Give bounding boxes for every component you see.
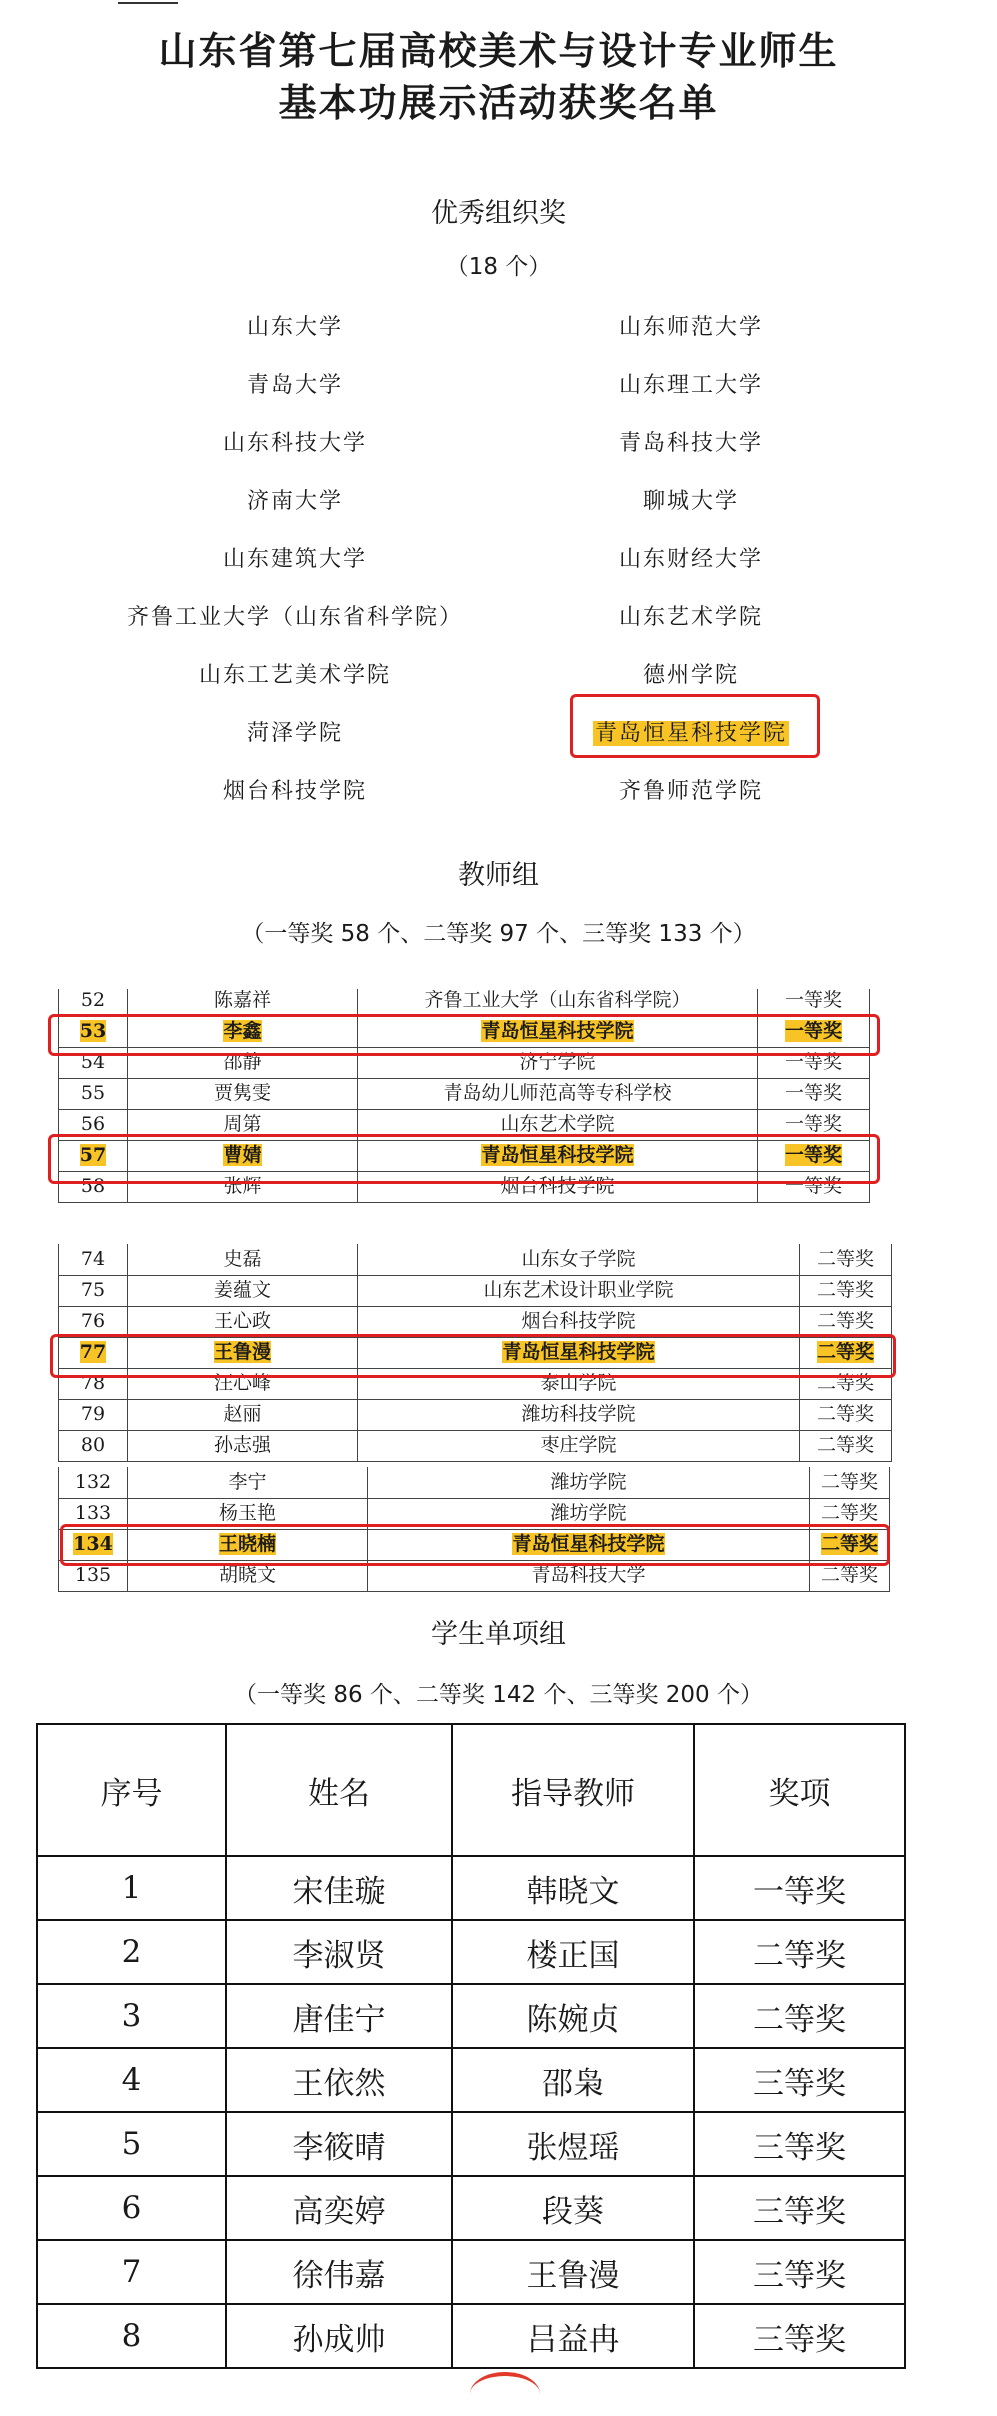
table-cell: 徐伟嘉 [226,2240,452,2304]
table-cell [128,989,358,1016]
cell-text: 一等奖 [784,1144,842,1166]
cell-text: 邵静 [223,1051,262,1073]
table-cell: 二等奖 [694,1920,905,1984]
table-row [37,1856,905,1920]
table-row [58,1467,890,1499]
table-cell [800,1275,892,1306]
org-award-item: 德州学院 [642,663,739,688]
cell-text: 王晓楠 [218,1533,276,1555]
table-row [37,2048,905,2112]
table-cell [358,1078,758,1109]
cell-text: 一等奖 [784,1082,842,1104]
table-row [37,2112,905,2176]
highlight-box [60,1524,890,1566]
header-cell: 姓名 [226,1724,452,1856]
org-award-item: 济南大学 [246,489,343,514]
table-row [58,1078,870,1110]
cell-text: 张辉 [223,1175,262,1197]
table-cell [800,1430,892,1461]
cell-text: 134 [73,1533,113,1555]
table-cell [358,1306,800,1337]
table-cell [58,1399,128,1430]
org-award-item: 山东科技大学 [222,431,367,456]
cell-text: 二等奖 [820,1564,878,1586]
header-cell: 奖项 [694,1724,905,1856]
cell-text: 79 [80,1403,106,1425]
cell-text: 一等奖 [784,1113,842,1135]
table-cell: 5 [37,2112,226,2176]
table-cell [58,1306,128,1337]
cell-text: 山东女子学院 [521,1248,636,1270]
org-award-item: 山东艺术学院 [618,605,763,630]
cell-text: 二等奖 [816,1403,874,1425]
cell-text: 一等奖 [784,1175,842,1197]
highlight-box [48,1134,880,1184]
table-cell [128,1399,358,1430]
table-cell: 三等奖 [694,2112,905,2176]
cell-text: 青岛恒星科技学院 [481,1020,634,1042]
cell-text: 青岛幼儿师范高等专科学校 [443,1082,672,1104]
cell-text: 青岛恒星科技学院 [512,1533,665,1555]
table-cell [128,1467,368,1498]
table-cell: 唐佳宁 [226,1984,452,2048]
cell-text: 王鲁漫 [213,1341,271,1363]
cell-text: 齐鲁工业大学（山东省科学院） [424,989,691,1011]
table-cell [128,1275,358,1306]
cell-text: 济宁学院 [519,1051,596,1073]
table-cell: 王鲁漫 [452,2240,694,2304]
cell-text: 杨玉艳 [218,1502,276,1524]
table-cell: 一等奖 [694,1856,905,1920]
org-award-item: 山东理工大学 [618,373,763,398]
table-cell: 李淑贤 [226,1920,452,1984]
table-cell [58,1430,128,1461]
cell-text: 二等奖 [816,1248,874,1270]
highlight-box [570,694,820,758]
cell-text: 王心政 [213,1310,271,1332]
cell-text: 青岛恒星科技学院 [481,1144,634,1166]
cell-text: 贾隽雯 [213,1082,271,1104]
cell-text: 青岛恒星科技学院 [502,1341,655,1363]
table-cell: 3 [37,1984,226,2048]
cell-text: 57 [79,1144,107,1166]
cell-text: 李鑫 [223,1020,262,1042]
table-row [58,1244,892,1276]
cell-text: 烟台科技学院 [521,1310,636,1332]
table-cell [358,1244,800,1275]
cell-text: 曹婧 [223,1144,262,1166]
table-row [37,2176,905,2240]
table-cell: 1 [37,1856,226,1920]
header-cell: 序号 [37,1724,226,1856]
cell-text: 潍坊科技学院 [521,1403,636,1425]
highlight-box [48,1014,880,1056]
logo-arc [470,2372,540,2416]
org-award-item: 青岛大学 [246,373,343,398]
cell-text: 一等奖 [784,989,842,1011]
table-row [37,1984,905,2048]
cell-text: 胡晓文 [218,1564,276,1586]
table-cell: 段葵 [452,2176,694,2240]
table-cell: 7 [37,2240,226,2304]
org-award-item: 菏泽学院 [246,721,343,746]
org-award-item: 青岛科技大学 [618,431,763,456]
table-cell: 高奕婷 [226,2176,452,2240]
table-cell [358,1275,800,1306]
cell-text: 李宁 [228,1471,267,1493]
cell-text: 二等奖 [820,1502,878,1524]
table-row [37,2240,905,2304]
cell-text: 二等奖 [820,1533,878,1555]
cell-text: 史磊 [223,1248,262,1270]
table-cell [58,1275,128,1306]
table-row [58,1430,892,1462]
cell-text: 二等奖 [820,1471,878,1493]
table-row [58,989,870,1017]
cell-text: 周第 [223,1113,262,1135]
org-award-item: 山东工艺美术学院 [198,663,391,688]
cell-text: 80 [80,1434,106,1456]
org-award-item: 齐鲁工业大学（山东省科学院） [126,605,463,630]
org-award-item: 烟台科技学院 [222,779,367,804]
cell-text: 135 [74,1564,112,1586]
table-cell: 二等奖 [694,1984,905,2048]
table-cell: 楼正国 [452,1920,694,1984]
cell-text: 枣庄学院 [540,1434,617,1456]
table-cell [800,1399,892,1430]
table-row [37,2304,905,2368]
cell-text: 二等奖 [816,1310,874,1332]
cell-text: 烟台科技学院 [500,1175,615,1197]
cell-text: 58 [80,1175,106,1197]
table-cell: 4 [37,2048,226,2112]
cell-text: 133 [74,1502,112,1524]
table-cell [810,1467,890,1498]
cell-text: 二等奖 [816,1341,874,1363]
org-award-item: 山东大学 [246,315,343,340]
cell-text: 76 [80,1310,106,1332]
table-cell [358,1399,800,1430]
cell-text: 74 [80,1248,106,1270]
table-cell: 2 [37,1920,226,1984]
org-award-item: 山东财经大学 [618,547,763,572]
cell-text: 一等奖 [784,1051,842,1073]
table-cell [758,989,870,1016]
cell-text: 二等奖 [816,1279,874,1301]
cell-text: 潍坊学院 [550,1502,627,1524]
table-cell [800,1306,892,1337]
cell-text: 青岛科技大学 [531,1564,646,1586]
table-cell: 邵枭 [452,2048,694,2112]
page-title-line2: 基本功展示活动获奖名单 [278,80,719,125]
table-cell [58,1467,128,1498]
cell-text: 二等奖 [816,1434,874,1456]
table-cell [800,1244,892,1275]
table-cell: 陈婉贞 [452,1984,694,2048]
org-award-item: 山东建筑大学 [222,547,367,572]
org-award-item: 齐鲁师范学院 [618,779,763,804]
highlight-box [50,1334,896,1378]
table-row [58,1399,892,1431]
table-row [58,1275,892,1307]
cell-text: 54 [80,1051,106,1073]
table-cell [358,1430,800,1461]
cell-text: 陈嘉祥 [213,989,271,1011]
table-cell: 三等奖 [694,2240,905,2304]
attachment-mark [118,0,178,4]
student-group-title: 学生单项组 [431,1619,566,1650]
table-cell [58,1244,128,1275]
table-cell [128,1306,358,1337]
cell-text: 赵丽 [223,1403,262,1425]
table-cell [58,989,128,1016]
org-award-title: 优秀组织奖 [431,198,566,229]
org-award-count: （18 个） [445,254,552,280]
table-row [37,1920,905,1984]
table-cell: 6 [37,2176,226,2240]
cell-text: 132 [74,1471,112,1493]
org-award-item: 聊城大学 [642,489,739,514]
table-cell [128,1078,358,1109]
cell-text: 泰山学院 [540,1372,617,1394]
student-award-table [36,1723,906,2369]
cell-text: 二等奖 [816,1372,874,1394]
cell-text: 山东艺术学院 [500,1113,615,1135]
org-award-item: 山东师范大学 [618,315,763,340]
table-cell: 三等奖 [694,2176,905,2240]
cell-text: 山东艺术设计职业学院 [483,1279,674,1301]
cell-text: 52 [80,989,106,1011]
table-header-row [37,1724,905,1856]
cell-text: 汪心峰 [213,1372,271,1394]
cell-text: 姜蕴文 [213,1279,271,1301]
cell-text: 孙志强 [213,1434,271,1456]
teacher-group-title: 教师组 [458,860,539,891]
cell-text: 53 [79,1020,107,1042]
cell-text: 78 [80,1372,106,1394]
table-cell: 三等奖 [694,2048,905,2112]
cell-text: 潍坊学院 [550,1471,627,1493]
table-cell: 吕益冉 [452,2304,694,2368]
table-cell [368,1467,810,1498]
cell-text: 55 [80,1082,106,1104]
table-cell: 宋佳璇 [226,1856,452,1920]
table-cell: 8 [37,2304,226,2368]
table-cell [58,1078,128,1109]
cell-text: 75 [80,1279,106,1301]
table-cell: 王依然 [226,2048,452,2112]
student-group-count: （一等奖 86 个、二等奖 142 个、三等奖 200 个） [234,1682,763,1708]
table-cell: 李筱晴 [226,2112,452,2176]
table-cell [128,1430,358,1461]
highlighted-school: 青岛恒星科技学院 [594,721,787,746]
teacher-group-count: （一等奖 58 个、二等奖 97 个、三等奖 133 个） [241,921,756,947]
table-cell: 孙成帅 [226,2304,452,2368]
table-cell: 韩晓文 [452,1856,694,1920]
table-cell [358,989,758,1016]
page-title-line1: 山东省第七届高校美术与设计专业师生 [158,28,839,73]
cell-text: 77 [79,1341,107,1363]
header-cell: 指导教师 [452,1724,694,1856]
cell-text: 56 [80,1113,106,1135]
table-cell [758,1078,870,1109]
cell-text: 一等奖 [784,1020,842,1042]
table-cell: 张煜瑶 [452,2112,694,2176]
table-cell: 三等奖 [694,2304,905,2368]
table-cell [128,1244,358,1275]
